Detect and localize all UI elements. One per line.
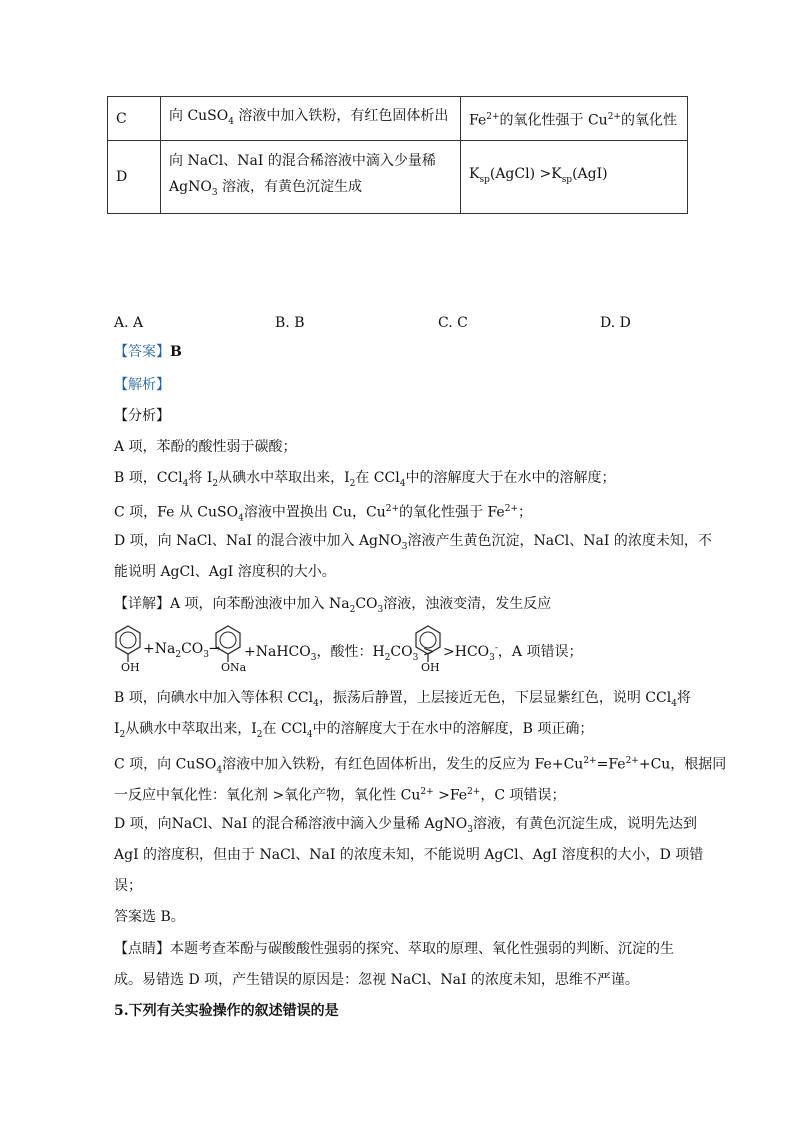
fenxi-label: 【分析】: [114, 408, 170, 424]
dianjing-1: 【点睛】本题考查苯酚与碳酸酸性强弱的探究、萃取的原理、氧化性强弱的判断、沉淀的生: [114, 941, 674, 957]
detail-d-1: D 项，向NaCl、NaI 的混合稀溶液中滴入少量稀 AgNO$_3$溶液，有黄色沉淀生成，说明先达到: [114, 816, 698, 835]
detail-a: 【详解】A 项，向苯酚浊液中加入 $Na_2CO_3$溶液，浊液变清，发生反应: [114, 596, 552, 615]
oh-label: OH: [421, 661, 440, 674]
ona-label: ONa: [221, 661, 247, 674]
conclusion-cell: $K_{sp}(AgCl) >K_{sp}(AgI)$: [461, 141, 688, 214]
table-row: [108, 141, 688, 214]
row-letter: C: [108, 97, 161, 141]
detail-b-2: $I_2$从碘水中萃取出来，$I_2$在 CCl$_4$中的溶解度大于在水中的溶解度，B 项正确；: [114, 721, 594, 740]
detail-c-1: C 项，向 CuSO$_4$溶液中加入铁粉，有红色固体析出，发生的反应为 $Fe+Cu^{2+}=Fe^{2+}+Cu$，根据同: [114, 756, 727, 776]
analysis-label: 【解析】: [114, 377, 170, 393]
next-question: 5.下列有关实验操作的叙述错误的是: [114, 1003, 339, 1019]
options-table: [107, 96, 688, 214]
fenxi-d-2: 能说明 AgCl、AgI 溶度积的大小。: [114, 564, 336, 580]
fenxi-c: C 项，Fe 从 CuSO$_4$溶液中置换出 Cu，$Cu^{2+}$的氧化性强于 $Fe^{2+}$；: [114, 504, 532, 524]
dianjing-2: 成。易错选 D 项，产生错误的原因是：忽视 NaCl、NaI 的浓度未知，思维不严谨。: [114, 972, 639, 988]
choice-b: B. B: [275, 315, 305, 331]
detail-b-1: B 项，向碘水中加入等体积 CCl$_4$，振荡后静置，上层接近无色，下层显紫红色，说明 CCl$_4$将: [114, 690, 691, 709]
detail-c-2: 一反应中氧化性：氧化剂 >氧化产物，氧化性 $Cu^{2+} >Fe^{2+}$，C 项错误；: [114, 787, 566, 804]
fenxi-d-1: D 项，向 NaCl、NaI 的混合液中加入 AgNO$_3$溶液产生黄色沉淀，NaCl、NaI 的浓度未知，不: [114, 533, 712, 552]
detail-d-3: 误；: [114, 878, 142, 894]
detail-final: 答案选 B。: [114, 909, 185, 925]
conclusion-cell: $Fe^{2+}$的氧化性强于 $Cu^{2+}$的氧化性: [461, 97, 688, 141]
choice-c: C. C: [438, 315, 468, 331]
fenxi-b: B 项，CCl$_4$将 $I_2$从碘水中萃取出来，$I_2$在 CCl$_4$中的溶解度大于在水中的溶解度；: [114, 470, 616, 489]
eq-tail: $>HCO_3^-$，A 项错误；: [443, 643, 583, 663]
oh-label: OH: [121, 661, 140, 674]
fenxi-a: A 项，苯酚的酸性弱于碳酸；: [114, 439, 297, 455]
choice-d: D. D: [600, 315, 631, 331]
operation-cell: 向 CuSO$_4$ 溶液中加入铁粉，有红色固体析出: [161, 97, 461, 141]
answer-line: 【答案】B: [114, 344, 182, 360]
eq-product: +NaHCO$_3$，酸性：$H_2CO_3$ >: [244, 644, 435, 663]
table-row: [108, 97, 688, 141]
operation-cell: 向 NaCl、NaI 的混合稀溶液中滴入少量稀 AgNO$_3$ 溶液，有黄色沉淀生成: [161, 141, 461, 214]
eq-reagent: $+Na_2CO_3\to$: [143, 641, 221, 660]
detail-d-2: AgI 的溶度积，但由于 NaCl、NaI 的浓度未知，不能说明 AgCl、AgI 溶度积的大小，D 项错: [114, 847, 704, 863]
row-letter: D: [108, 141, 161, 214]
choice-a: A. A: [114, 315, 144, 331]
